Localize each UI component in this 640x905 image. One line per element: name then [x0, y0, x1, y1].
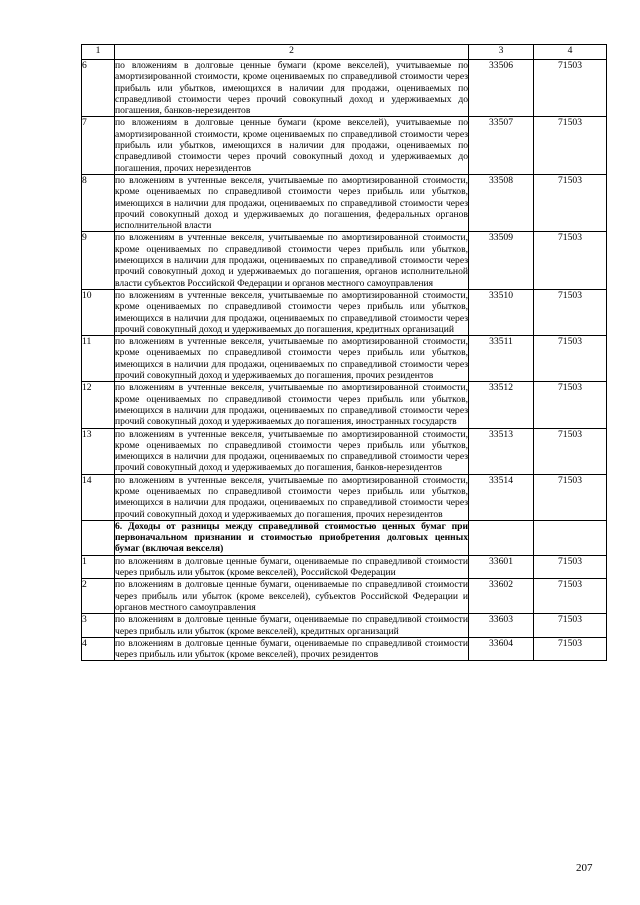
- symbol-code-cell: 71503: [534, 555, 607, 579]
- column-header: 2: [115, 45, 469, 60]
- account-code-cell: 33506: [469, 60, 534, 117]
- symbol-code-cell: 71503: [534, 579, 607, 614]
- column-header: 4: [534, 45, 607, 60]
- table-row: [82, 579, 607, 614]
- description-cell: по вложениям в долговые ценные бумаги (кроме векселей), учитываемые по амортизированной стоимости, кроме оцениваемых по справедливой стоимости через прибыль или убытков, имеющихся в наличии для продажи, оцениваемых по справедливой стоимости через прочий совокупный доход и удерживаемых до погашения, банков-нерезидентов: [115, 60, 468, 117]
- symbol-code-cell: [534, 520, 607, 555]
- symbol-code-cell: 71503: [534, 474, 607, 520]
- row-number-cell: 1: [82, 555, 115, 579]
- row-number-cell: 4: [82, 637, 115, 661]
- description-cell: по вложениям в долговые ценные бумаги, оцениваемые по справедливой стоимости через прибыль или убыток (кроме векселей), Российской Федерации: [115, 555, 468, 579]
- description-cell: по вложениям в долговые ценные бумаги, оцениваемые по справедливой стоимости через прибыль или убыток (кроме векселей), кредитных организаций: [115, 614, 468, 637]
- table-row: [82, 428, 607, 474]
- row-number-cell: 12: [82, 382, 115, 428]
- description-cell: по вложениям в долговые ценные бумаги, оцениваемые по справедливой стоимости через прибыль или убыток (кроме векселей), субъектов Российской Федерации и органов местного самоуправления: [115, 579, 468, 613]
- description-cell: по вложениям в учтенные векселя, учитываемые по амортизированной стоимости, кроме оцениваемых по справедливой стоимости через прибыль или убытков, имеющихся в наличии для продажи, оцениваемых по справедливой стоимости через прочий совокупный доход и удерживаемых до погашения, федеральных органов исполнительной власти: [115, 174, 468, 232]
- symbol-code-cell: 71503: [534, 174, 607, 231]
- table-row: [82, 117, 607, 174]
- table-header-row: [82, 45, 607, 60]
- description-cell: по вложениям в учтенные векселя, учитываемые по амортизированной стоимости, кроме оцениваемых по справедливой стоимости через прибыль или убытков, имеющихся в наличии для продажи, оцениваемых по справедливой стоимости через прочий совокупный доход и удерживаемых до погашения, органов исполнительной власти субъектов Российской Федерации и органов местного самоуправления: [115, 232, 468, 289]
- row-number-cell: 9: [82, 232, 115, 289]
- symbol-code-cell: 71503: [534, 428, 607, 474]
- account-code-cell: 33601: [469, 555, 534, 579]
- description-cell: по вложениям в учтенные векселя, учитываемые по амортизированной стоимости, кроме оцениваемых по справедливой стоимости через прибыль или убытков, имеющихся в наличии для продажи, оцениваемых по справедливой стоимости через прочий совокупный доход и удерживаемых до погашения, кредитных организаций: [115, 289, 468, 335]
- row-number-cell: [82, 520, 115, 555]
- symbol-code-cell: 71503: [534, 382, 607, 428]
- row-number-cell: 3: [82, 614, 115, 638]
- account-code-cell: 33604: [469, 637, 534, 661]
- table-row: [82, 60, 607, 117]
- symbol-code-cell: 71503: [534, 289, 607, 335]
- account-code-cell: 33510: [469, 289, 534, 335]
- row-number-cell: 7: [82, 117, 115, 174]
- table-row: [82, 382, 607, 428]
- symbol-code-cell: 71503: [534, 60, 607, 117]
- accounts-table: [81, 44, 607, 661]
- table-row: [82, 474, 607, 520]
- symbol-code-cell: 71503: [534, 232, 607, 289]
- account-code-cell: 33513: [469, 428, 534, 474]
- account-code-cell: 33511: [469, 336, 534, 382]
- symbol-code-cell: 71503: [534, 614, 607, 638]
- row-number-cell: 11: [82, 336, 115, 382]
- row-number-cell: 6: [82, 60, 115, 117]
- table-row: [82, 174, 607, 231]
- description-cell: по вложениям в долговые ценные бумаги, оцениваемые по справедливой стоимости через прибыль или убыток (кроме векселей), прочих резидентов: [115, 637, 468, 661]
- row-number-cell: 10: [82, 289, 115, 335]
- row-number-cell: 2: [82, 579, 115, 614]
- account-code-cell: 33514: [469, 474, 534, 520]
- account-code-cell: [469, 520, 534, 555]
- account-code-cell: 33509: [469, 232, 534, 289]
- description-cell: по вложениям в учтенные векселя, учитываемые по амортизированной стоимости, кроме оцениваемых по справедливой стоимости через прибыль или убытков, имеющихся в наличии для продажи, оцениваемых по справедливой стоимости через прочий совокупный доход и удерживаемых до погашения, банков-нерезидентов: [115, 428, 468, 474]
- account-code-cell: 33603: [469, 614, 534, 638]
- table-row: [82, 614, 607, 638]
- column-header: 3: [469, 45, 534, 60]
- account-code-cell: 33508: [469, 174, 534, 231]
- description-cell: по вложениям в учтенные векселя, учитываемые по амортизированной стоимости, кроме оцениваемых по справедливой стоимости через прибыль или убытков, имеющихся в наличии для продажи, оцениваемых по справедливой стоимости через прочий совокупный доход и удерживаемых до погашения, прочих резидентов: [115, 336, 468, 382]
- section-heading-row: [82, 520, 607, 555]
- symbol-code-cell: 71503: [534, 117, 607, 174]
- table-row: [82, 289, 607, 335]
- row-number-cell: 14: [82, 474, 115, 520]
- row-number-cell: 8: [82, 174, 115, 231]
- table-row: [82, 637, 607, 661]
- page-number: 207: [576, 862, 593, 874]
- account-code-cell: 33512: [469, 382, 534, 428]
- table-row: [82, 336, 607, 382]
- table-row: [82, 232, 607, 289]
- table-row: [82, 555, 607, 579]
- description-cell: по вложениям в долговые ценные бумаги (кроме векселей), учитываемые по амортизированной стоимости, кроме оцениваемых по справедливой стоимости через прибыль или убытков, имеющихся в наличии для продажи, оцениваемых по справедливой стоимости через прочий совокупный доход и удерживаемых до погашения, прочих нерезидентов: [115, 117, 468, 174]
- section-heading: 6. Доходы от разницы между справедливой стоимостью ценных бумаг при первоначальном признании и стоимостью приобретения долговых ценных бумаг (включая векселя): [115, 520, 468, 555]
- description-cell: по вложениям в учтенные векселя, учитываемые по амортизированной стоимости, кроме оцениваемых по справедливой стоимости через прибыль или убытков, имеющихся в наличии для продажи, оцениваемых по справедливой стоимости через прочий совокупный доход и удерживаемых до погашения, иностранных государств: [115, 382, 468, 428]
- account-code-cell: 33507: [469, 117, 534, 174]
- account-code-cell: 33602: [469, 579, 534, 614]
- row-number-cell: 13: [82, 428, 115, 474]
- symbol-code-cell: 71503: [534, 336, 607, 382]
- description-cell: по вложениям в учтенные векселя, учитываемые по амортизированной стоимости, кроме оцениваемых по справедливой стоимости через прибыль или убытков, имеющихся в наличии для продажи, оцениваемых по справедливой стоимости через прочий совокупный доход и удерживаемых до погашения, прочих нерезидентов: [115, 474, 468, 520]
- symbol-code-cell: 71503: [534, 637, 607, 661]
- column-header: 1: [82, 45, 115, 60]
